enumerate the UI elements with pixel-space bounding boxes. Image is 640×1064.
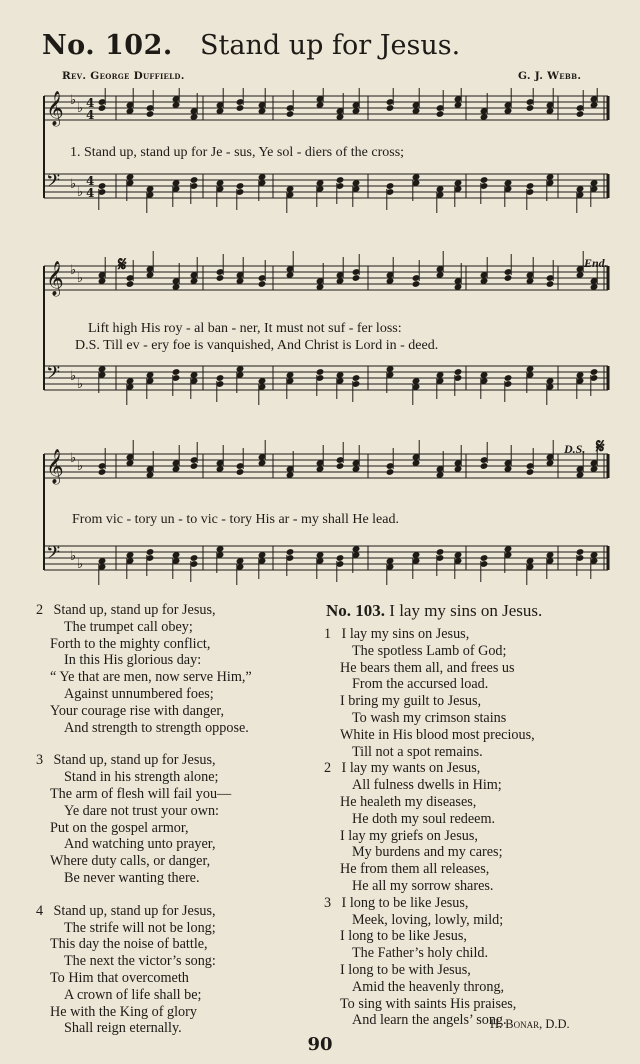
verse-line: I bring my guilt to Jesus, bbox=[340, 693, 482, 710]
time-signature: 4 bbox=[86, 174, 95, 188]
flat-icon: ♭ bbox=[77, 377, 84, 392]
note-head bbox=[504, 274, 513, 282]
note-head bbox=[336, 176, 345, 184]
verse-line: Stand in his strength alone; bbox=[64, 769, 219, 786]
verse-number: 3 bbox=[324, 894, 332, 911]
note-head bbox=[480, 554, 489, 562]
verse-line: In this His glorious day: bbox=[64, 652, 202, 669]
hymn-number: No. 102. bbox=[42, 30, 173, 61]
verse-block bbox=[36, 602, 252, 736]
flat-icon: ♭ bbox=[77, 459, 84, 474]
note-head bbox=[454, 368, 463, 376]
verse-line: 3 Stand up, stand up for Jesus, bbox=[36, 752, 216, 769]
verse-number: 3 bbox=[36, 752, 44, 769]
note-head bbox=[336, 462, 345, 470]
flat-icon: ♭ bbox=[70, 177, 77, 192]
note-head bbox=[98, 182, 107, 190]
note-head bbox=[190, 176, 199, 184]
bass-clef-icon: 𝄢 bbox=[46, 543, 61, 568]
verse-line: 4 Stand up, stand up for Jesus, bbox=[36, 902, 216, 919]
verse-line: I long to be like Jesus, bbox=[340, 928, 467, 945]
ds-marker: D.S. bbox=[564, 442, 586, 456]
verse-line: He doth my soul redeem. bbox=[352, 810, 496, 827]
note-head bbox=[146, 110, 155, 118]
verse-block bbox=[36, 752, 252, 886]
hymn2-number: No. 103. bbox=[326, 601, 386, 620]
verse-line: He all my sorrow shares. bbox=[352, 877, 494, 894]
time-signature: 4 bbox=[86, 108, 95, 122]
verse-line: The arm of flesh will fail you— bbox=[50, 785, 232, 802]
verse-line: Forth to the mighty conflict, bbox=[50, 635, 211, 652]
time-signature: 4 bbox=[86, 186, 95, 200]
verse-line: 1 I lay my sins on Jesus, bbox=[324, 626, 470, 642]
verse-line: 2 Stand up, stand up for Jesus, bbox=[36, 602, 216, 618]
note-head bbox=[436, 548, 445, 556]
verse-line: I long to be with Jesus, bbox=[340, 961, 471, 978]
note-head bbox=[216, 274, 225, 282]
verse-line: He bears them all, and frees us bbox=[340, 659, 515, 676]
note-head bbox=[336, 554, 345, 562]
note-head bbox=[526, 104, 535, 112]
verse-line: To sing with saints His praises, bbox=[340, 995, 517, 1012]
verse-line: I lay my griefs on Jesus, bbox=[340, 827, 478, 844]
verse-block bbox=[324, 626, 535, 760]
verse-line: Be never wanting there. bbox=[64, 869, 200, 886]
note-head bbox=[216, 374, 225, 382]
verse-line: The strife will not be long; bbox=[64, 919, 216, 936]
verse-line: This day the noise of battle, bbox=[50, 936, 208, 953]
flat-icon: ♭ bbox=[77, 271, 84, 286]
note-head bbox=[480, 462, 489, 470]
note-head bbox=[412, 280, 421, 288]
note-head bbox=[352, 274, 361, 282]
hymn2-title: I lay my sins on Jesus. bbox=[389, 601, 543, 620]
verse-line: From the accursed load. bbox=[352, 676, 489, 693]
verse-line: Where duty calls, or danger, bbox=[50, 853, 211, 870]
verse-line: Against unnumbered foes; bbox=[64, 685, 214, 702]
note-head bbox=[316, 368, 325, 376]
flat-icon: ♭ bbox=[77, 101, 84, 116]
bass-clef-icon: 𝄢 bbox=[46, 363, 61, 388]
hymn-title: Stand up for Jesus. bbox=[200, 30, 461, 61]
note-head bbox=[352, 374, 361, 382]
verse-line: He from them all releases, bbox=[340, 861, 490, 878]
verse-line: And watching unto prayer, bbox=[64, 836, 216, 853]
hymn2-author: H. Bonar, D.D. bbox=[490, 1017, 570, 1031]
verse-line: He healeth my diseases, bbox=[340, 793, 477, 810]
treble-clef-icon: 𝄞 bbox=[46, 261, 64, 296]
verse-line: The Father’s holy child. bbox=[352, 945, 489, 962]
verse-line: My burdens and my cares; bbox=[352, 844, 503, 861]
verse-number: 2 bbox=[36, 602, 44, 618]
lyric-line-4: From vic - tory un - to vic - tory His ar - my shall He lead. bbox=[72, 512, 399, 527]
verse-block bbox=[324, 895, 535, 1029]
note-head bbox=[236, 104, 245, 112]
verse-block bbox=[36, 903, 252, 1037]
note-head bbox=[436, 110, 445, 118]
verse-line: To Him that overcometh bbox=[50, 969, 189, 986]
verse-line: Ye dare not trust your own: bbox=[64, 802, 220, 819]
note-head bbox=[480, 176, 489, 184]
note-head bbox=[386, 468, 395, 476]
note-head bbox=[190, 554, 199, 562]
ds-segno-icon: 𝄋 bbox=[596, 436, 605, 458]
note-head bbox=[190, 462, 199, 470]
note-head bbox=[546, 280, 555, 288]
note-head bbox=[146, 548, 155, 556]
verse-line: The trumpet call obey; bbox=[64, 618, 193, 635]
note-head bbox=[126, 280, 135, 288]
note-head bbox=[526, 468, 535, 476]
note-head bbox=[386, 104, 395, 112]
verse-line: All fulness dwells in Him; bbox=[352, 777, 502, 794]
lyric-line-2: Lift high His roy - al ban - ner, It must not suf - fer loss: bbox=[88, 321, 402, 336]
verse-number: 4 bbox=[36, 902, 44, 919]
note-head bbox=[258, 280, 267, 288]
verse-line: Shall reign eternally. bbox=[64, 1020, 182, 1037]
verse-line: Your courage rise with danger, bbox=[50, 702, 225, 719]
flat-icon: ♭ bbox=[77, 557, 84, 572]
treble-clef-icon: 𝄞 bbox=[46, 449, 64, 484]
note-head bbox=[504, 374, 513, 382]
author-credit: Rev. George Duffield. bbox=[62, 70, 185, 82]
note-head bbox=[98, 104, 107, 112]
note-head bbox=[98, 468, 107, 476]
verse-line: He with the King of glory bbox=[50, 1003, 197, 1020]
verse-line: To wash my crimson stains bbox=[352, 709, 507, 726]
verse-line: Till not a spot remains. bbox=[352, 743, 483, 760]
flat-icon: ♭ bbox=[77, 185, 84, 200]
verse-line: White in His blood most precious, bbox=[340, 726, 535, 743]
flat-icon: ♭ bbox=[70, 263, 77, 278]
verse-line: Put on the gospel armor, bbox=[50, 819, 189, 836]
segno-icon: 𝄋 bbox=[118, 254, 127, 276]
note-head bbox=[286, 110, 295, 118]
lyric-line-3: D.S. Till ev - ery foe is vanquished, And Christ is Lord in - deed. bbox=[75, 338, 439, 353]
end-marker: End. bbox=[584, 256, 608, 270]
verse-line: Amid the heavenly throng, bbox=[352, 978, 505, 995]
note-head bbox=[236, 182, 245, 190]
note-head bbox=[172, 368, 181, 376]
hymn2-heading bbox=[326, 601, 542, 621]
verse-line: “ Ye that are men, now serve Him,” bbox=[50, 669, 252, 686]
note-head bbox=[286, 548, 295, 556]
flat-icon: ♭ bbox=[70, 93, 77, 108]
verse-number: 2 bbox=[324, 760, 332, 777]
verse-line: 3 I long to be like Jesus, bbox=[324, 894, 469, 911]
page-number: 90 bbox=[307, 1034, 333, 1055]
verse-block bbox=[324, 760, 535, 894]
flat-icon: ♭ bbox=[70, 451, 77, 466]
note-head bbox=[526, 182, 535, 190]
verse-number: 1 bbox=[324, 626, 332, 642]
composer-credit: G. J. Webb. bbox=[518, 70, 582, 82]
verse-line: And learn the angels’ song. bbox=[352, 1012, 507, 1029]
bass-clef-icon: 𝄢 bbox=[46, 171, 61, 196]
verse-line: Meek, loving, lowly, mild; bbox=[352, 911, 504, 928]
verse-line: 2 I lay my wants on Jesus, bbox=[324, 760, 481, 777]
verse-line: The next the victor’s song: bbox=[64, 953, 216, 970]
note-head bbox=[236, 468, 245, 476]
lyric-line-1: 1. Stand up, stand up for Je - sus, Ye sol - diers of the cross; bbox=[70, 145, 405, 160]
note-head bbox=[576, 110, 585, 118]
hymn2-verses bbox=[324, 626, 535, 1029]
hymn1-verses bbox=[36, 602, 252, 1037]
note-head bbox=[386, 182, 395, 190]
verse-line: A crown of life shall be; bbox=[64, 986, 202, 1003]
time-signature: 4 bbox=[86, 96, 95, 110]
treble-clef-icon: 𝄞 bbox=[46, 91, 64, 126]
verse-line: And strength to strength oppose. bbox=[64, 719, 249, 736]
verse-line: The spotless Lamb of God; bbox=[352, 642, 507, 659]
note-head bbox=[590, 368, 599, 376]
note-head bbox=[576, 548, 585, 556]
flat-icon: ♭ bbox=[70, 369, 77, 384]
flat-icon: ♭ bbox=[70, 549, 77, 564]
